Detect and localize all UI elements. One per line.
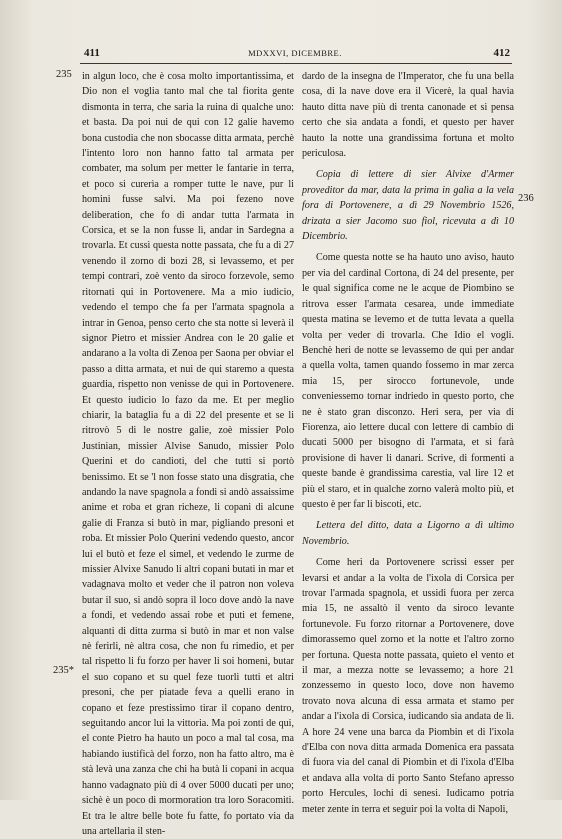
left-column-text: in algun loco, che è cosa molto importantissima, et Dio non el voglia tanto mal che tal fiorita gente dismonta in terra, che saria la ruina di qualche uno: et basta. Da poi nui de qui con 12 galie havemo bona custodia che non sbocasse ditta armata, perchè l'intento loro non hanno fatto tal armata per combater, ma solum per metter le fantarie in terra, et poco si curerìa a romper tutte le nave, pur li homini fusse salvi. Ma poi fezeno nove deliberation, che fo di andar tutta l'armata in Corsica, et se la non fusse lì, andar in Sardegna a trovarla. Et cussì questa notte passata, che fu a dì 27 venendo il zorno di bozi 28, si levassemo, et per tempi contrari, zoè vento da siroco forzevole, semo ritornati qui in Portovenere. Ma a mio iudicio, vedendo el tempo che fa per l'armata spagnola a intrar in Genoa, penso certo che sta notte si leverà il signor Pietro et missier Andrea con le 20 galie et andarano a la volta di Zenoa per Saona per obviar el passo a ditta armata, et nui de qui staremo a questa guardia, rispetto non venisse de qui in Portovenere. Et questo iudicio lo fazo da me. Et per meglio chiarir, la bataglia fu a dì 22 del presente et se li ritrovò 5 di le nostre galie, zoè missier Polo Justinian, missier Alvise Sanudo, missier Polo Querini et do candioti, del che tutti si portò benissimo. Et se 'l non fosse stato una disgratia, che andando la nave spagnola a fondi si andò assaissime anime et roba et gran richeze, li copani di alcune galie di Franza si butò in mar, pigliando presoni et roba. Et missier Polo Querini vedendo questo, ancor lui el butò et feze el simel, et vedendo le zurme de missier Alvixe Sanudo li altri copani butati in mar et vadagnava molto et veder che il patron non voleva butar il suo, si andò sopra il loco dove andò la nave a fondi, et vedendo assai robe et puti et femene, alquanti di ditta zurma si butò in mar et non valse nè ferirli, nè altra cosa, che non fu rimedio, et per tal rispetto li fu forzo per haver li soi homeni, butar el suo copano et su quel feze tuorli tutti et altri presoni, che per piatade feva a quelli erano in copano et feze prestissimo tirar il copano dentro, seguitando ancor lui la vittoria. Ma poi zonti de qui, el conte Pietro ha hauto un poco a mal tal cosa, ma habiando iustificà del forzo, non ha fatto altro, ma è stà levà una zanza che chi ha butà li copani in acqua hanno vadagnato più di 4 over 5000 ducati per uno; sichè è un poco di mormoration tra loro Soracomiti. Et tra le altre belle bote fu fatte, fo portato via da una artellaria il sten- bbox=[82, 71, 294, 837]
header-rule bbox=[80, 63, 512, 64]
page-number-left: 411 bbox=[84, 47, 100, 59]
margin-number-left-top: 235 bbox=[56, 69, 72, 80]
letter-heading-2: Lettera del ditto, data a Ligorno a dì ultimo Novembrio. bbox=[302, 520, 514, 547]
continuation-text: dardo de la insegna de l'Imperator, che fu una bella cosa, di la nave dove era il Vicerè, la qual havia hauto ditta nave più di trenta canonade et si pensa certo che sia andata a fondi, et questo per haver hauto la notte una grandissima fortuna et molto periculosa. bbox=[302, 71, 514, 160]
margin-number-right: 236 bbox=[518, 193, 534, 204]
right-column bbox=[302, 69, 514, 817]
letter-heading-1: Copia di lettere di sier Alvixe d'Armer proveditor da mar, data la prima in galìa a la vela fora di Portovenere, a dì 29 Novembrio 1526, drizata a sier Jacomo suo fiol, ricevuta a dì 10 Dicembrio. bbox=[302, 169, 514, 243]
left-column bbox=[82, 69, 294, 839]
margin-number-left-bottom: 235* bbox=[53, 665, 74, 676]
page-header bbox=[80, 47, 510, 63]
running-title: MDXXVI, DICEMBRE. bbox=[248, 48, 342, 58]
letter-body-1: Come questa notte se ha hauto uno aviso, hauto per via del cardinal Cortona, di 24 del presente, per le qual significa come ne le acque de Piombino se ritrova esser l'armata cesarea, unde immediate questa matina se levemo et de tutta levata a quella volta per veder di trovarla. Che Idio el vogli. Benchè heri de notte se levassemo de qui per andar a quella volta, tamen quando fossemo in mar zerca mia 15, per sirocco fortunevole, unde conveniessemo tornar indriedo in questo porto, che ne è stato gran disconzo. Heri sera, per via di Fiorenza, aio lettere ducal con lettere di cambio di ducati 5000 per bisogno di l'armata, et si farà provisione di haver li danari. Scrive, di formenti a queste bande è grandissima carestia, val lire 12 et più el staro, et in qualche zorno valerà molto più, et questo è per far li biscoti, etc. bbox=[302, 252, 514, 510]
page-number-right: 412 bbox=[493, 47, 510, 59]
letter-body-2: Come heri da Portovenere scrissi esser per levarsi et andar a la volta de l'ixola di Corsica per trovar l'armada spagnola, et ussidi fuora per zerca mia 15, ne assaltò il vento da siroco levante fortunevole. Fu forzo ritornar a Portovenere, dove dimorassemo quel zorno et la notte et l'altro zorno per fortuna. Questa notte passata, quieto el vento et il mar, a mezza notte se levassemo; a hore 21 zonzessemo in questo loco, dove non havemo trovato nova alcuna di essa armata et stamo per andar a l'ixola di Corsica, iudicando sia andata de lì. A hore 24 vene una barca da Piombin et di l'ixola d'Elba con nova ditta armada Domenica era passata di fuora via del canal di Piombin et di l'ixola d'Elba et andava alla volta di porto Santo Stefano apresso porto Hercules, lochi di senesi. Iudicamo potria meter zente in terra et seguir poi la volta di Napoli, bbox=[302, 557, 514, 815]
